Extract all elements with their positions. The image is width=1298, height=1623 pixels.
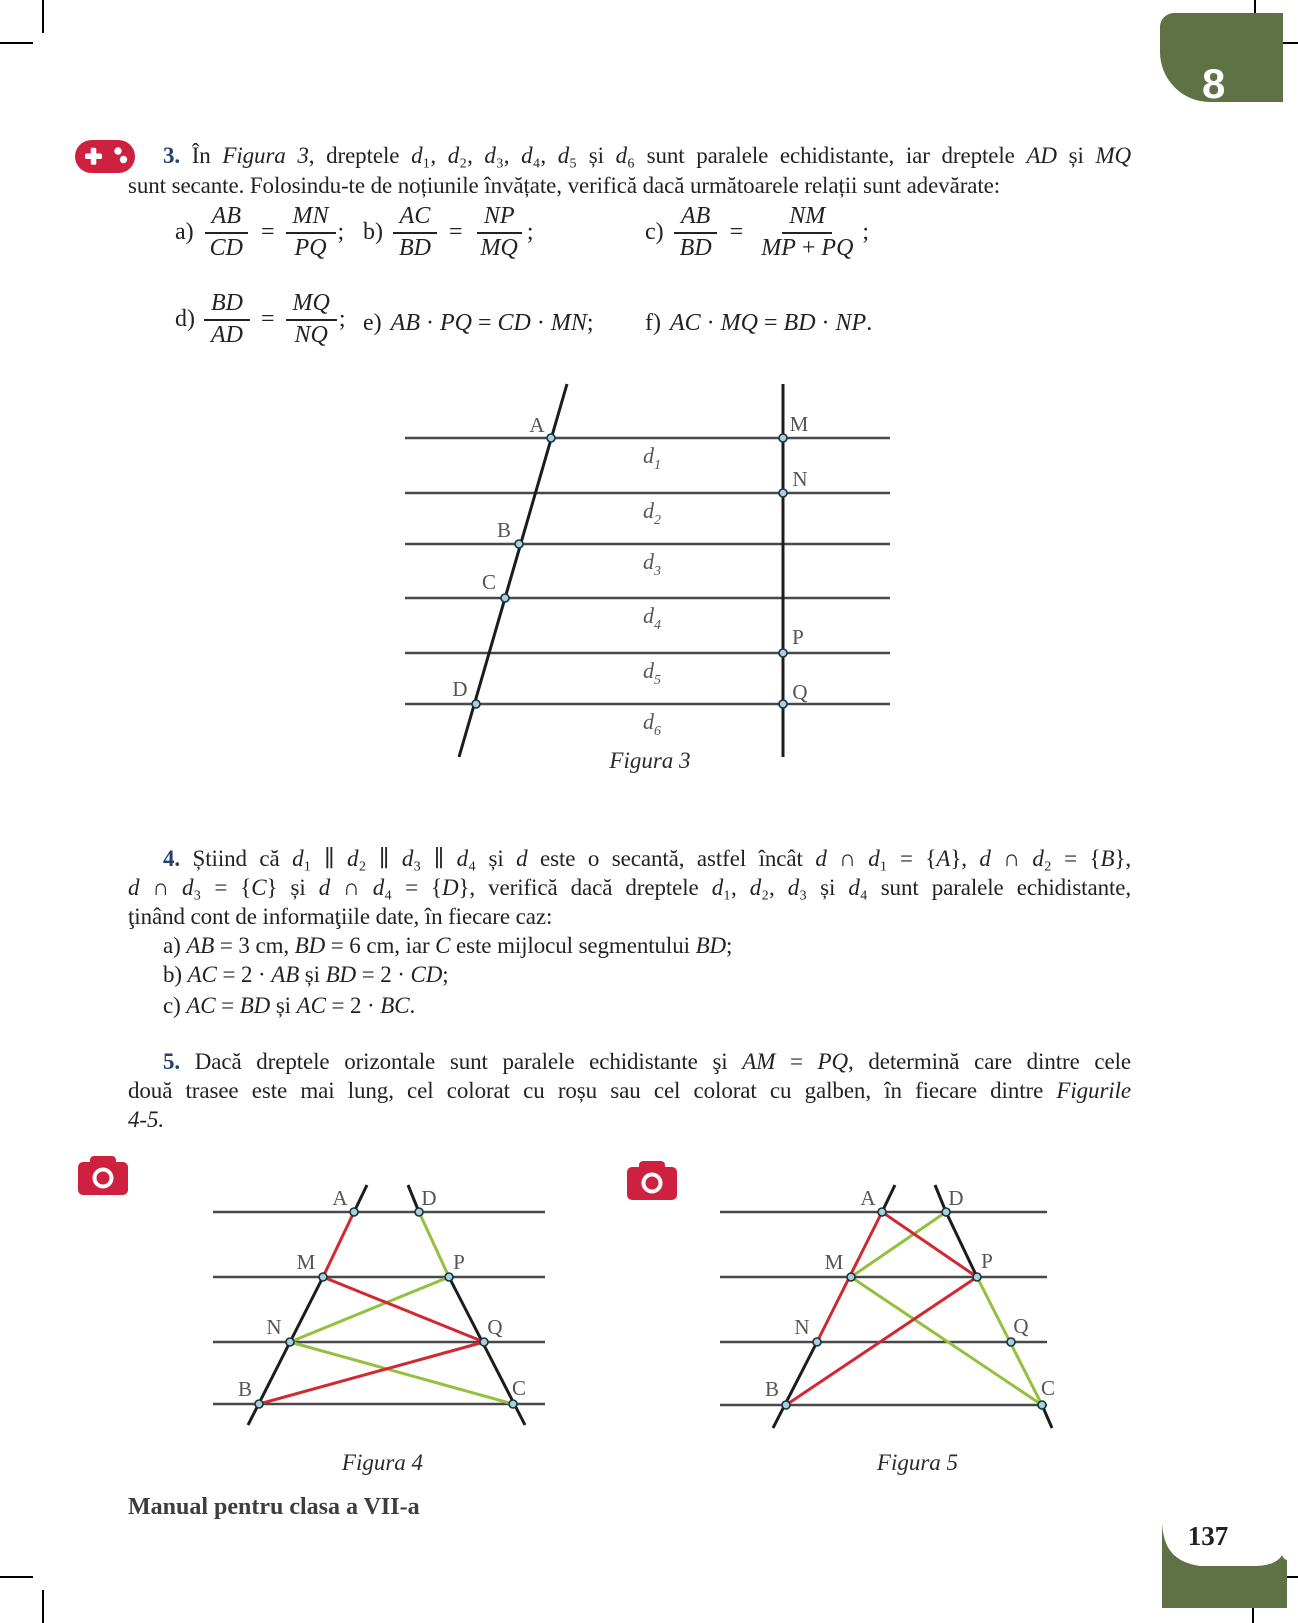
point-marker-Q (480, 1338, 488, 1346)
fraction: $\frac{BD}{AD}$ (204, 291, 250, 349)
relation-tail: ; (526, 219, 534, 246)
point-marker-A (878, 1208, 886, 1216)
point-marker-B (782, 1401, 790, 1409)
relation-f: f) AC · MQ = BD · NP. (645, 310, 873, 336)
point-label-Q: Q (792, 680, 808, 704)
fraction: $\frac{MN}{PQ}$ (286, 204, 336, 262)
figura4-diagram (205, 1182, 560, 1437)
relation-tail: ; (338, 306, 346, 333)
point-label-B: B (496, 518, 512, 542)
relation-label: e) (363, 310, 382, 336)
point-label-B: B (237, 1377, 253, 1401)
point-marker-A (350, 1208, 358, 1216)
equals-sign: = (449, 219, 463, 246)
relation-a (175, 204, 344, 262)
page-number-tab (1160, 1488, 1298, 1623)
problem4-item-c: c) AC = BD și AC = 2 · BC. (163, 993, 416, 1018)
point-label-M: M (824, 1250, 844, 1274)
equals-sign: = (261, 306, 275, 333)
relation-tail: ; (862, 219, 870, 246)
point-marker-N (813, 1338, 821, 1346)
green-route-P-N (290, 1277, 449, 1342)
equals-sign: = (729, 219, 744, 246)
relation-label: d) (175, 306, 195, 333)
point-label-D: D (948, 1186, 964, 1210)
point-label-Q: Q (487, 1315, 503, 1339)
point-label-A: A (332, 1186, 348, 1210)
camera-icon (78, 1150, 128, 1196)
relation-c (645, 204, 869, 262)
slant-left-N-to-below-B (773, 1342, 817, 1428)
problem5-line-1: 5. Dacă dreptele orizontale sunt paralele echidistante şi AM = PQ, determină care dintre cele (163, 1049, 1131, 1074)
point-label-P: P (453, 1250, 465, 1274)
figura5-diagram (705, 1182, 1070, 1437)
point-marker-M (319, 1273, 327, 1281)
figura3-caption: Figura 3 (609, 748, 691, 773)
crop-mark-bottom-left-v (42, 1590, 44, 1623)
point-label-A: A (529, 413, 545, 437)
crop-mark-top-left-v (42, 0, 44, 33)
line-label-d3: $d_3$ (643, 549, 661, 579)
point-marker-M (847, 1273, 855, 1281)
fraction: $\frac{AC}{BD}$ (392, 204, 438, 262)
point-marker-C (1038, 1401, 1046, 1409)
point-label-N: N (266, 1315, 282, 1339)
relation-d (175, 291, 346, 349)
red-route-Q-B (259, 1342, 484, 1404)
figura5-caption: Figura 5 (876, 1450, 959, 1475)
fraction: $\frac{NP}{MQ}$ (474, 204, 525, 262)
page-number: 137 (1187, 1521, 1229, 1551)
fraction: $\frac{MQ}{NQ}$ (286, 291, 337, 349)
point-marker-P (973, 1273, 981, 1281)
point-label-P: P (792, 625, 804, 649)
problem5-line-3: 4-5. (128, 1107, 165, 1132)
point-label-P: P (981, 1249, 993, 1273)
point-label-C: C (511, 1376, 527, 1400)
point-label-A: A (860, 1186, 876, 1210)
point-label-C: C (1040, 1376, 1056, 1400)
point-marker-D (472, 700, 480, 708)
line-label-d6: $d_6$ (643, 709, 661, 739)
point-marker-N (286, 1338, 294, 1346)
relation-label: f) (645, 310, 661, 336)
point-label-C: C (481, 570, 497, 594)
point-label-N: N (794, 1315, 810, 1339)
chapter-tab (1160, 13, 1283, 107)
point-marker-M (779, 434, 787, 442)
line-label-d5: $d_5$ (643, 658, 661, 688)
line-label-d1: $d_1$ (643, 443, 661, 473)
green-route-D-P (419, 1212, 449, 1277)
fraction: $\frac{AB}{BD}$ (673, 204, 719, 262)
relation-label: b) (363, 219, 383, 246)
point-marker-Q (779, 700, 787, 708)
point-marker-B (255, 1400, 263, 1408)
point-marker-Q (1007, 1338, 1015, 1346)
relation-label: c) (645, 219, 664, 246)
chapter-number: 8 (1202, 60, 1226, 107)
point-label-D: D (452, 677, 468, 701)
red-route-A-M (323, 1212, 354, 1277)
point-label-N: N (792, 467, 808, 491)
green-route-N-C (290, 1342, 513, 1404)
problem4-line-2: d ∩ d₃ = {C} și d ∩ d₄ = {D}, verifică dacă dreptele d₁, d₂, d₃ și d₄ sunt paralele echidistante, (128, 875, 1132, 900)
problem4-item-a: a) AB = 3 cm, BD = 6 cm, iar C este mijlocul segmentului BD; (163, 933, 733, 958)
red-route-M-Q (323, 1277, 484, 1342)
relation-b (363, 204, 534, 262)
relation-e: e) AB · PQ = CD · MN; (363, 310, 594, 336)
point-marker-C (501, 594, 509, 602)
point-label-Q: Q (1013, 1314, 1029, 1338)
line-label-d4: $d_4$ (643, 603, 661, 633)
fraction: $\frac{NM}{MP + PQ}$ (761, 203, 854, 261)
point-marker-C (509, 1400, 517, 1408)
crop-mark-bottom-left-h (0, 1576, 33, 1578)
point-label-M: M (296, 1250, 316, 1274)
point-marker-B (515, 540, 523, 548)
relation-label: a) (175, 219, 194, 246)
point-marker-N (779, 489, 787, 497)
figura3-diagram (390, 373, 900, 773)
problem4-item-b: b) AC = 2 · AB și BD = 2 · CD; (163, 962, 449, 987)
problem4-line-3: ţinând cont de informaţiile date, în fiecare caz: (128, 904, 553, 929)
fraction: $\frac{AB}{CD}$ (203, 204, 250, 262)
problem5-line-2: două trasee este mai lung, cel colorat cu roșu sau cel colorat cu galben, în fiecare dintre Figurile (128, 1078, 1131, 1103)
problem4-line-1: 4. Știind că d₁ ∥ d₂ ∥ d₃ ∥ d₄ și d este o secantă, astfel încât d ∩ d₁ = {A}, d ∩ d₂ = {B}, (163, 846, 1132, 871)
camera-icon (627, 1155, 677, 1201)
line-label-d2: $d_2$ (643, 498, 661, 528)
gamepad-icon (74, 137, 136, 175)
point-marker-P (445, 1273, 453, 1281)
point-label-B: B (764, 1377, 780, 1401)
figura4-caption: Figura 4 (341, 1450, 424, 1475)
point-marker-A (547, 434, 555, 442)
point-label-M: M (789, 412, 809, 436)
point-label-D: D (421, 1186, 437, 1210)
equals-sign: = (261, 219, 275, 246)
crop-mark-top-left-h (0, 42, 33, 44)
problem3-line-2: sunt secante. Folosindu-te de noțiunile învățate, verifică dacă următoarele relații sunt adevărate: (128, 173, 1001, 198)
footer-book-title: Manual pentru clasa a VII-a (128, 1494, 420, 1520)
relation-tail: ; (337, 219, 345, 246)
problem3-line-1: 3. În Figura 3, dreptele d₁, d₂, d₃, d₄, d₅ și d₆ sunt paralele echidistante, iar dreptele AD și MQ (163, 143, 1132, 168)
point-marker-P (779, 649, 787, 657)
